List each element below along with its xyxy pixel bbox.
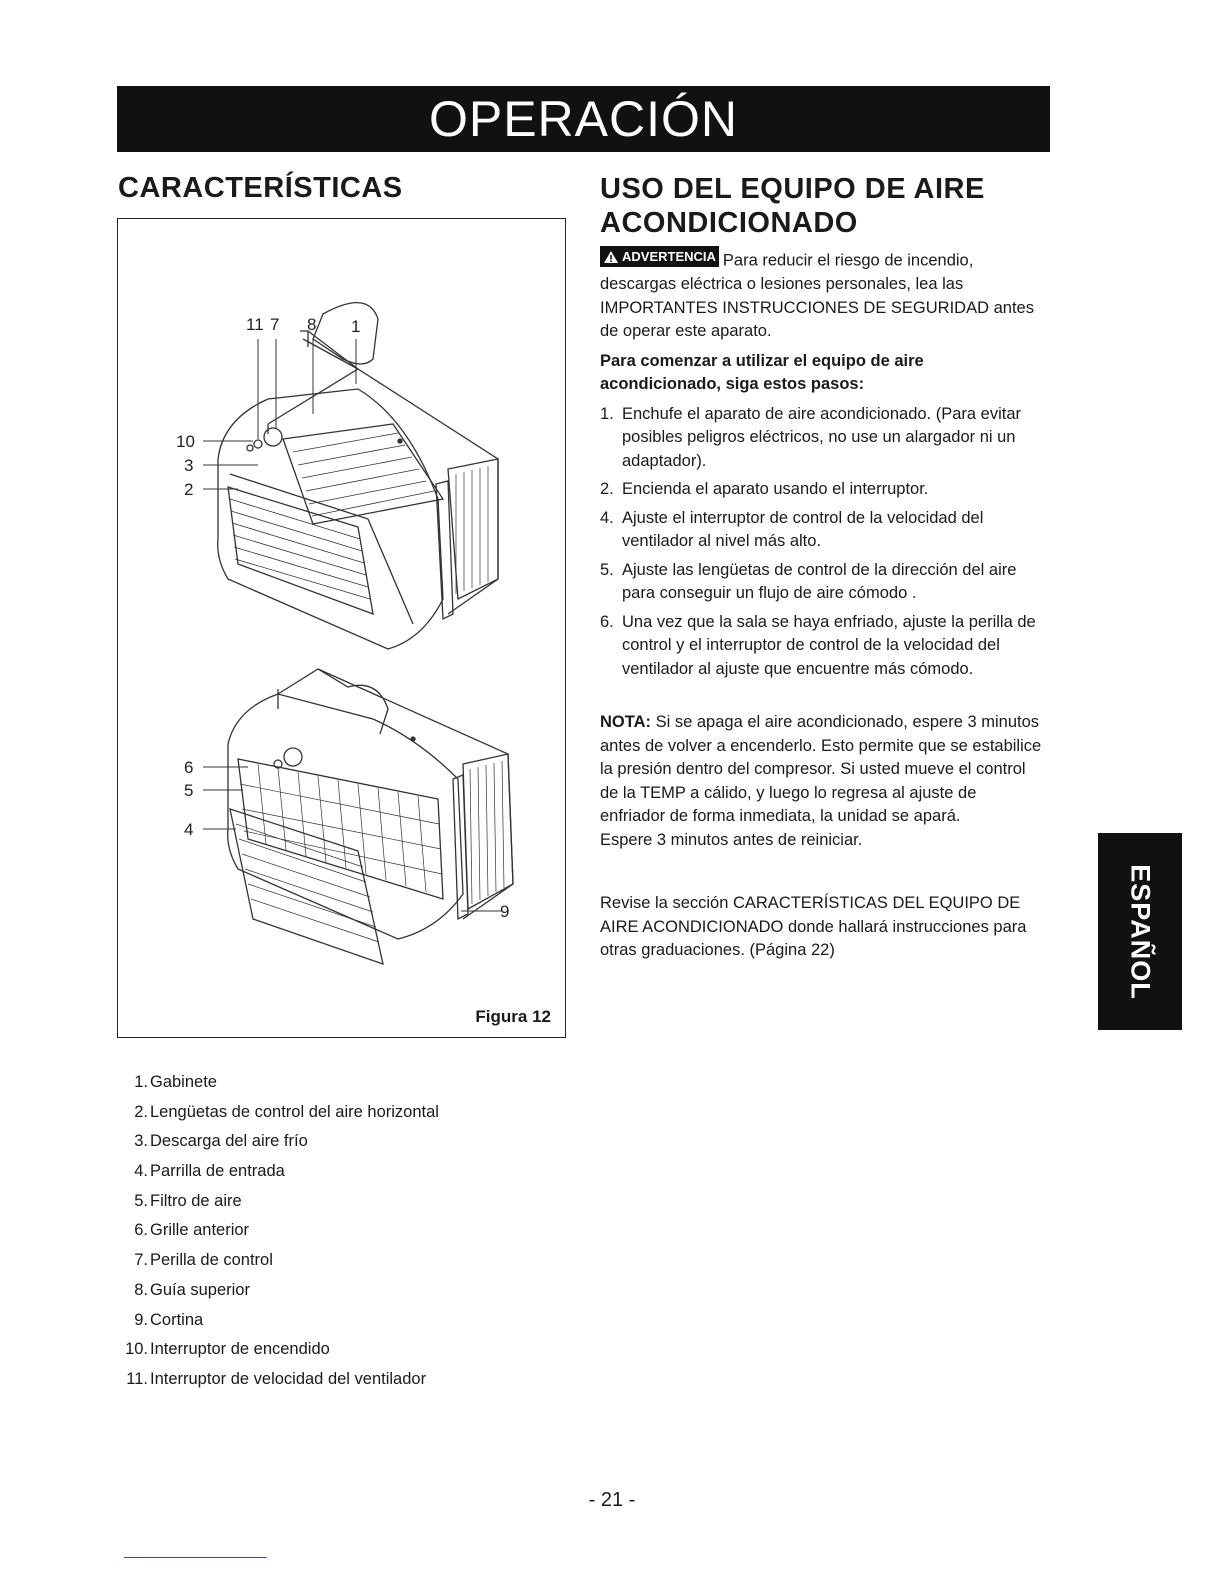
warning-badge-label: ADVERTENCIA <box>622 249 716 264</box>
parts-list <box>118 1071 598 1398</box>
step-item: 2. Encienda el aparato usando el interruptor. <box>600 480 929 498</box>
callout-9: 9 <box>500 902 510 921</box>
list-item: 6. Grille anterior <box>134 1221 250 1240</box>
warning-text: Para reducir el riesgo de incendio, descargas eléctrica o lesiones personales, lea las IMPORTANTES INSTRUCCIONES DE SEGURIDAD antes de operar este aparato. <box>600 251 1034 340</box>
callout-7: 7 <box>270 315 280 334</box>
warning-badge <box>600 246 719 267</box>
list-item: 8. Guía superior <box>134 1280 250 1299</box>
callout-2: 2 <box>184 480 194 499</box>
note-text: Si se apaga el aire acondicionado, espere 3 minutos antes de volver a encenderlo. Esto permite que se estabilice la presión dentro del compresor. Si usted mueve el control de la TEMP a cálido, y luego lo regresa al ajuste de enfriador de forma inmediata, la unidad se apará. <box>600 713 1042 825</box>
list-item: 7. Perilla de control <box>134 1251 273 1270</box>
callout-8: 8 <box>307 315 317 334</box>
section-banner: OPERACIÓN <box>117 86 1050 152</box>
callout-4: 4 <box>184 820 194 839</box>
steps-list <box>600 403 1045 682</box>
callout-10: 10 <box>176 432 195 451</box>
warning-triangle-icon <box>603 250 619 264</box>
language-tab <box>1098 833 1182 1030</box>
list-item: 1. Gabinete <box>134 1073 217 1091</box>
list-item: 9. Cortina <box>134 1310 204 1329</box>
callout-3: 3 <box>184 456 194 475</box>
list-item: 5. Filtro de aire <box>134 1191 242 1210</box>
figure-12-box <box>117 218 566 1038</box>
list-item: 4. Parrilla de entrada <box>134 1162 285 1181</box>
callout-1: 1 <box>351 317 361 336</box>
callout-11: 11 <box>246 315 264 334</box>
figure-caption: Figura 12 <box>475 1007 551 1026</box>
warning-paragraph <box>600 246 1045 344</box>
list-item: 2. Lengüetas de control del aire horizontal <box>134 1102 439 1121</box>
steps-intro: Para comenzar a utilizar el equipo de aire acondicionado, siga estos pasos: <box>600 351 924 393</box>
step-item: 4. Ajuste el interruptor de control de la velocidad del ventilador al nivel más alto. <box>600 508 984 550</box>
list-item: 11. Interruptor de velocidad del ventilador <box>126 1369 427 1388</box>
features-heading: CARACTERÍSTICAS <box>118 172 403 204</box>
air-conditioner-illustration <box>118 219 567 1039</box>
callout-5: 5 <box>184 781 194 800</box>
step-item: 1. Enchufe el aparato de aire acondicionado. (Para evitar posibles peligros eléctricos, no use un alargador ni un adaptador). <box>600 404 1022 470</box>
callout-6: 6 <box>184 758 194 777</box>
list-item: 3. Descarga del aire frío <box>134 1132 308 1151</box>
usage-heading: USO DEL EQUIPO DE AIRE ACONDICIONADO <box>600 173 985 239</box>
step-item: 5. Ajuste las lengüetas de control de la dirección del aire para conseguir un flujo de aire cómodo . <box>600 560 1017 602</box>
footer-divider <box>124 1557 267 1558</box>
note-paragraph <box>600 711 1045 829</box>
note-extra: Espere 3 minutos antes de reiniciar. <box>600 830 863 849</box>
usage-section <box>600 246 1045 963</box>
see-also-paragraph: Revise la sección CARACTERÍSTICAS DEL EQUIPO DE AIRE ACONDICIONADO donde hallará instrucciones para otras graduaciones. (Página 22) <box>600 894 1027 959</box>
page-number: - 21 - <box>588 1489 636 1511</box>
note-label: NOTA: <box>600 713 652 731</box>
list-item: 10. Interruptor de encendido <box>125 1340 330 1359</box>
step-item: 6. Una vez que la sala se haya enfriado, ajuste la perilla de control y el interruptor de control de la velocidad del ventilador al ajuste que encuentre más cómodo. <box>600 612 1036 678</box>
language-tab-label: ESPAÑOL <box>1125 863 1156 1000</box>
